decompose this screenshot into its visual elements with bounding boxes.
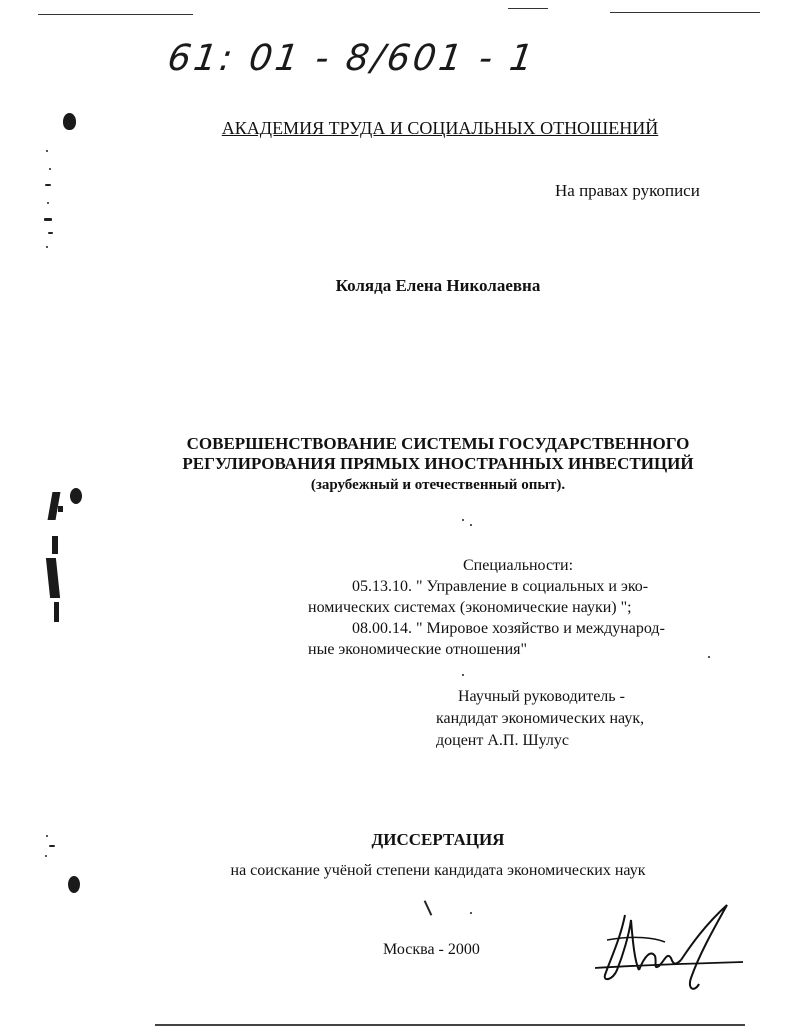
degree-line: на соискание учёной степени кандидата экономических наук [230, 862, 646, 879]
specialty-line: 08.00.14. " Мировое хозяйство и международ- [352, 620, 665, 637]
pen-mark [424, 900, 433, 915]
specialty-line: номических системах (экономические науки) "; [308, 599, 632, 616]
author-name: Коляда Елена Николаевна [335, 276, 541, 295]
specialties-block [308, 555, 728, 660]
specialty-line: ные экономические отношения" [308, 641, 528, 658]
manuscript-rights-note: На правах рукописи [555, 181, 700, 200]
scan-edge-line [610, 12, 760, 13]
advisor-degree: кандидат экономических наук, [436, 710, 645, 727]
scan-speck [462, 519, 464, 521]
dissertation-title [0, 434, 798, 474]
scan-edge-line [155, 1024, 745, 1026]
document-type-heading: ДИССЕРТАЦИЯ [371, 830, 505, 849]
advisor-name: доцент А.П. Шулус [436, 732, 569, 749]
handwritten-archive-code: 61: 01 - 8/601 - 1 [165, 38, 539, 79]
title-line-2: РЕГУЛИРОВАНИЯ ПРЯМЫХ ИНОСТРАННЫХ ИНВЕСТИЦИЙ [182, 454, 694, 473]
scan-noise-strip [46, 492, 68, 632]
scan-speck [470, 524, 472, 526]
scan-edge-line [38, 14, 193, 15]
scan-speck [462, 674, 464, 676]
city-year: Москва - 2000 [383, 941, 480, 958]
title-line-1: СОВЕРШЕНСТВОВАНИЕ СИСТЕМЫ ГОСУДАРСТВЕННОГО [186, 434, 690, 453]
handwritten-signature [595, 900, 745, 1000]
scientific-advisor-block [436, 686, 644, 752]
scan-speck [470, 912, 472, 914]
scan-noise-strip [44, 150, 54, 250]
specialty-line: 05.13.10. " Управление в социальных и эко- [352, 578, 649, 595]
dissertation-subtitle: (зарубежный и отечественный опыт). [310, 477, 566, 493]
advisor-role: Научный руководитель - [458, 688, 625, 705]
scan-edge-line [508, 8, 548, 9]
institution-name: АКАДЕМИЯ ТРУДА И СОЦИАЛЬНЫХ ОТНОШЕНИЙ [221, 118, 659, 138]
specialties-label: Специальности: [463, 557, 574, 574]
